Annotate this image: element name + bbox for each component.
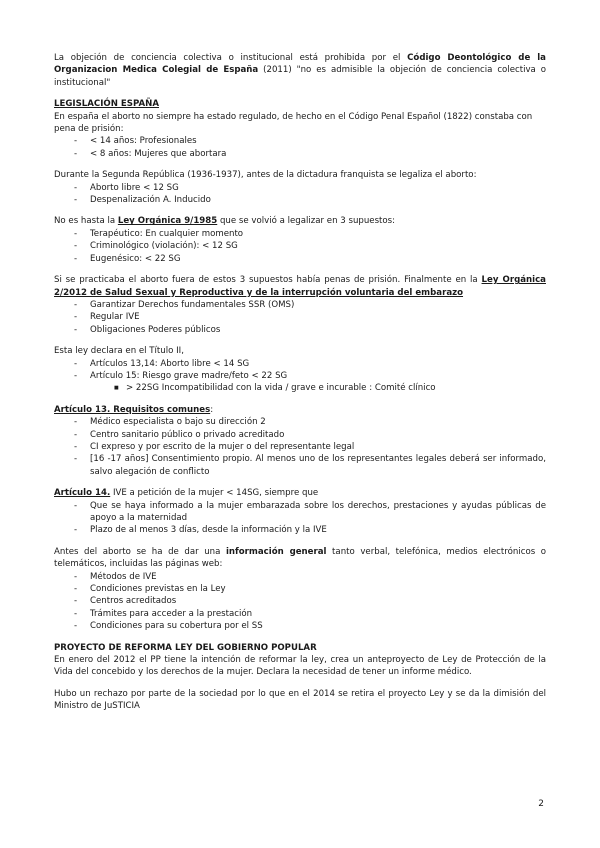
art13-heading-line — [54, 404, 546, 416]
legislacion-list — [54, 135, 546, 160]
list-item: - Trámites para acceder a la prestación — [54, 608, 546, 620]
intro-text-end: (2011) "no es admisible la objeción de conciencia colectiva o institucional" — [54, 65, 546, 88]
list-item: - Despenalización A. Inducido — [54, 194, 546, 206]
proyecto-paragraph-2: Hubo un rechazo por parte de la sociedad por lo que en el 2014 se retira el proyecto Ley y se da la dimisión del Ministro de JuSTICIA — [54, 688, 546, 712]
ley2010-title: Ley Orgánica 2/2012 de Salud Sexual y Reproductiva y de la interrupción voluntaria del embarazo — [54, 275, 546, 298]
list-item: - Terapéutico: En cualquier momento — [54, 228, 546, 240]
page-number: 2 — [538, 799, 544, 809]
ley1985-text — [54, 215, 546, 227]
republica-text: Durante la Segunda República (1936-1937), antes de la dictadura franquista se legaliza el aborto: — [54, 170, 477, 181]
list-item: - Plazo de al menos 3 días, desde la información y la IVE — [54, 524, 546, 536]
list-item: - Centro sanitario público o privado acreditado — [54, 429, 546, 441]
list-item: - < 14 años: Profesionales — [54, 135, 546, 147]
intro-text: La objeción de conciencia colectiva o institucional está prohibida por el — [54, 53, 408, 63]
intro-paragraph — [54, 52, 546, 89]
list-item: - Médico especialista o bajo su dirección 2 — [54, 416, 546, 428]
list-item: - Artículos 13,14: Aborto libre < 14 SG — [54, 358, 546, 370]
list-item: - Condiciones para su cobertura por el SS — [54, 620, 546, 632]
titulo2-text: Esta ley declara en el Título II, — [54, 346, 184, 357]
info-pre: Antes del aborto se ha de dar una — [54, 546, 226, 557]
ley1985-post: que se volvió a legalizar en 3 supuestos: — [217, 216, 396, 227]
art14-title: Artículo 14. — [54, 488, 111, 499]
ley2010-pre: Si se practicaba el aborto fuera de estos 3 supuestos había penas de prisión. Finalmente en la — [54, 275, 482, 286]
list-item: - Artículo 15: Riesgo grave madre/feto < 22 SG — [54, 370, 546, 382]
list-item: - Eugenésico: < 22 SG — [54, 253, 546, 265]
info-text — [54, 546, 546, 571]
info-list — [54, 571, 546, 633]
legislacion-text: En españa el aborto no siempre ha estado regulado, de hecho en el Código Penal Español (1822) constaba con pena de prisión: — [54, 111, 533, 135]
proyecto-paragraph-1: En enero del 2012 el PP tiene la intención de reformar la ley, crea un anteproyecto de Ley de Protección de la Vida del concebido y los derechos de la mujer. Declara la necesidad de tener un informe médico. — [54, 655, 546, 678]
list-item: - < 8 años: Mujeres que abortara — [54, 148, 546, 160]
art14-text: IVE a petición de la mujer < 14SG, siempre que — [110, 488, 319, 499]
ley1985-list — [54, 228, 546, 265]
ley1985-title: Ley Orgánica 9/1985 — [117, 216, 218, 227]
list-item: - CI expreso y por escrito de la mujer o del representante legal — [54, 441, 546, 453]
list-item: - Regular IVE — [54, 311, 546, 323]
art13-suffix: : — [210, 404, 214, 415]
art14-list — [54, 500, 546, 537]
titulo2-list — [54, 358, 546, 383]
list-item: - Que se haya informado a la mujer embarazada sobre los derechos, prestaciones y ayudas públicas de apoyo a la maternidad — [54, 500, 546, 525]
codigo-deontologico: Código Deontológico de la Organizacion Medica Colegial de España — [54, 53, 546, 76]
list-item: - Garantizar Derechos fundamentales SSR (OMS) — [54, 299, 546, 311]
list-item: - Métodos de IVE — [54, 571, 546, 583]
document-page — [54, 52, 546, 713]
list-item: - Condiciones previstas en la Ley — [54, 583, 546, 595]
section-heading-proyecto: PROYECTO DE REFORMA LEY DEL GOBIERNO POPULAR — [54, 642, 317, 653]
list-item: - [16 -17 años] Consentimiento propio. Al menos uno de los representantes legales deberá ser informado, salvo alegación de conflicto — [54, 453, 546, 478]
section-heading-legislacion: LEGISLACIÓN ESPAÑA — [54, 99, 159, 110]
list-subitem: ■ > 22SG Incompatibilidad con la vida / grave e incurable : Comité clínico — [54, 382, 546, 394]
info-bold: información general — [225, 546, 327, 557]
titulo2-sublist — [54, 382, 546, 394]
ley2010-list — [54, 299, 546, 336]
art14-heading-line — [54, 487, 546, 499]
art13-title: Artículo 13. Requisitos comunes — [54, 404, 211, 415]
list-item: - Aborto libre < 12 SG — [54, 182, 546, 194]
ley2010-text — [54, 274, 546, 299]
list-item: - Criminológico (violación): < 12 SG — [54, 240, 546, 252]
art13-list — [54, 416, 546, 478]
republica-list — [54, 182, 546, 207]
info-post: tanto verbal, telefónica, medios electrónicos o telemáticos, incluidas las páginas web: — [54, 546, 547, 570]
list-item: - Centros acreditados — [54, 595, 546, 607]
ley1985-pre: No es hasta la — [54, 216, 118, 227]
list-item: - Obligaciones Poderes públicos — [54, 324, 546, 336]
